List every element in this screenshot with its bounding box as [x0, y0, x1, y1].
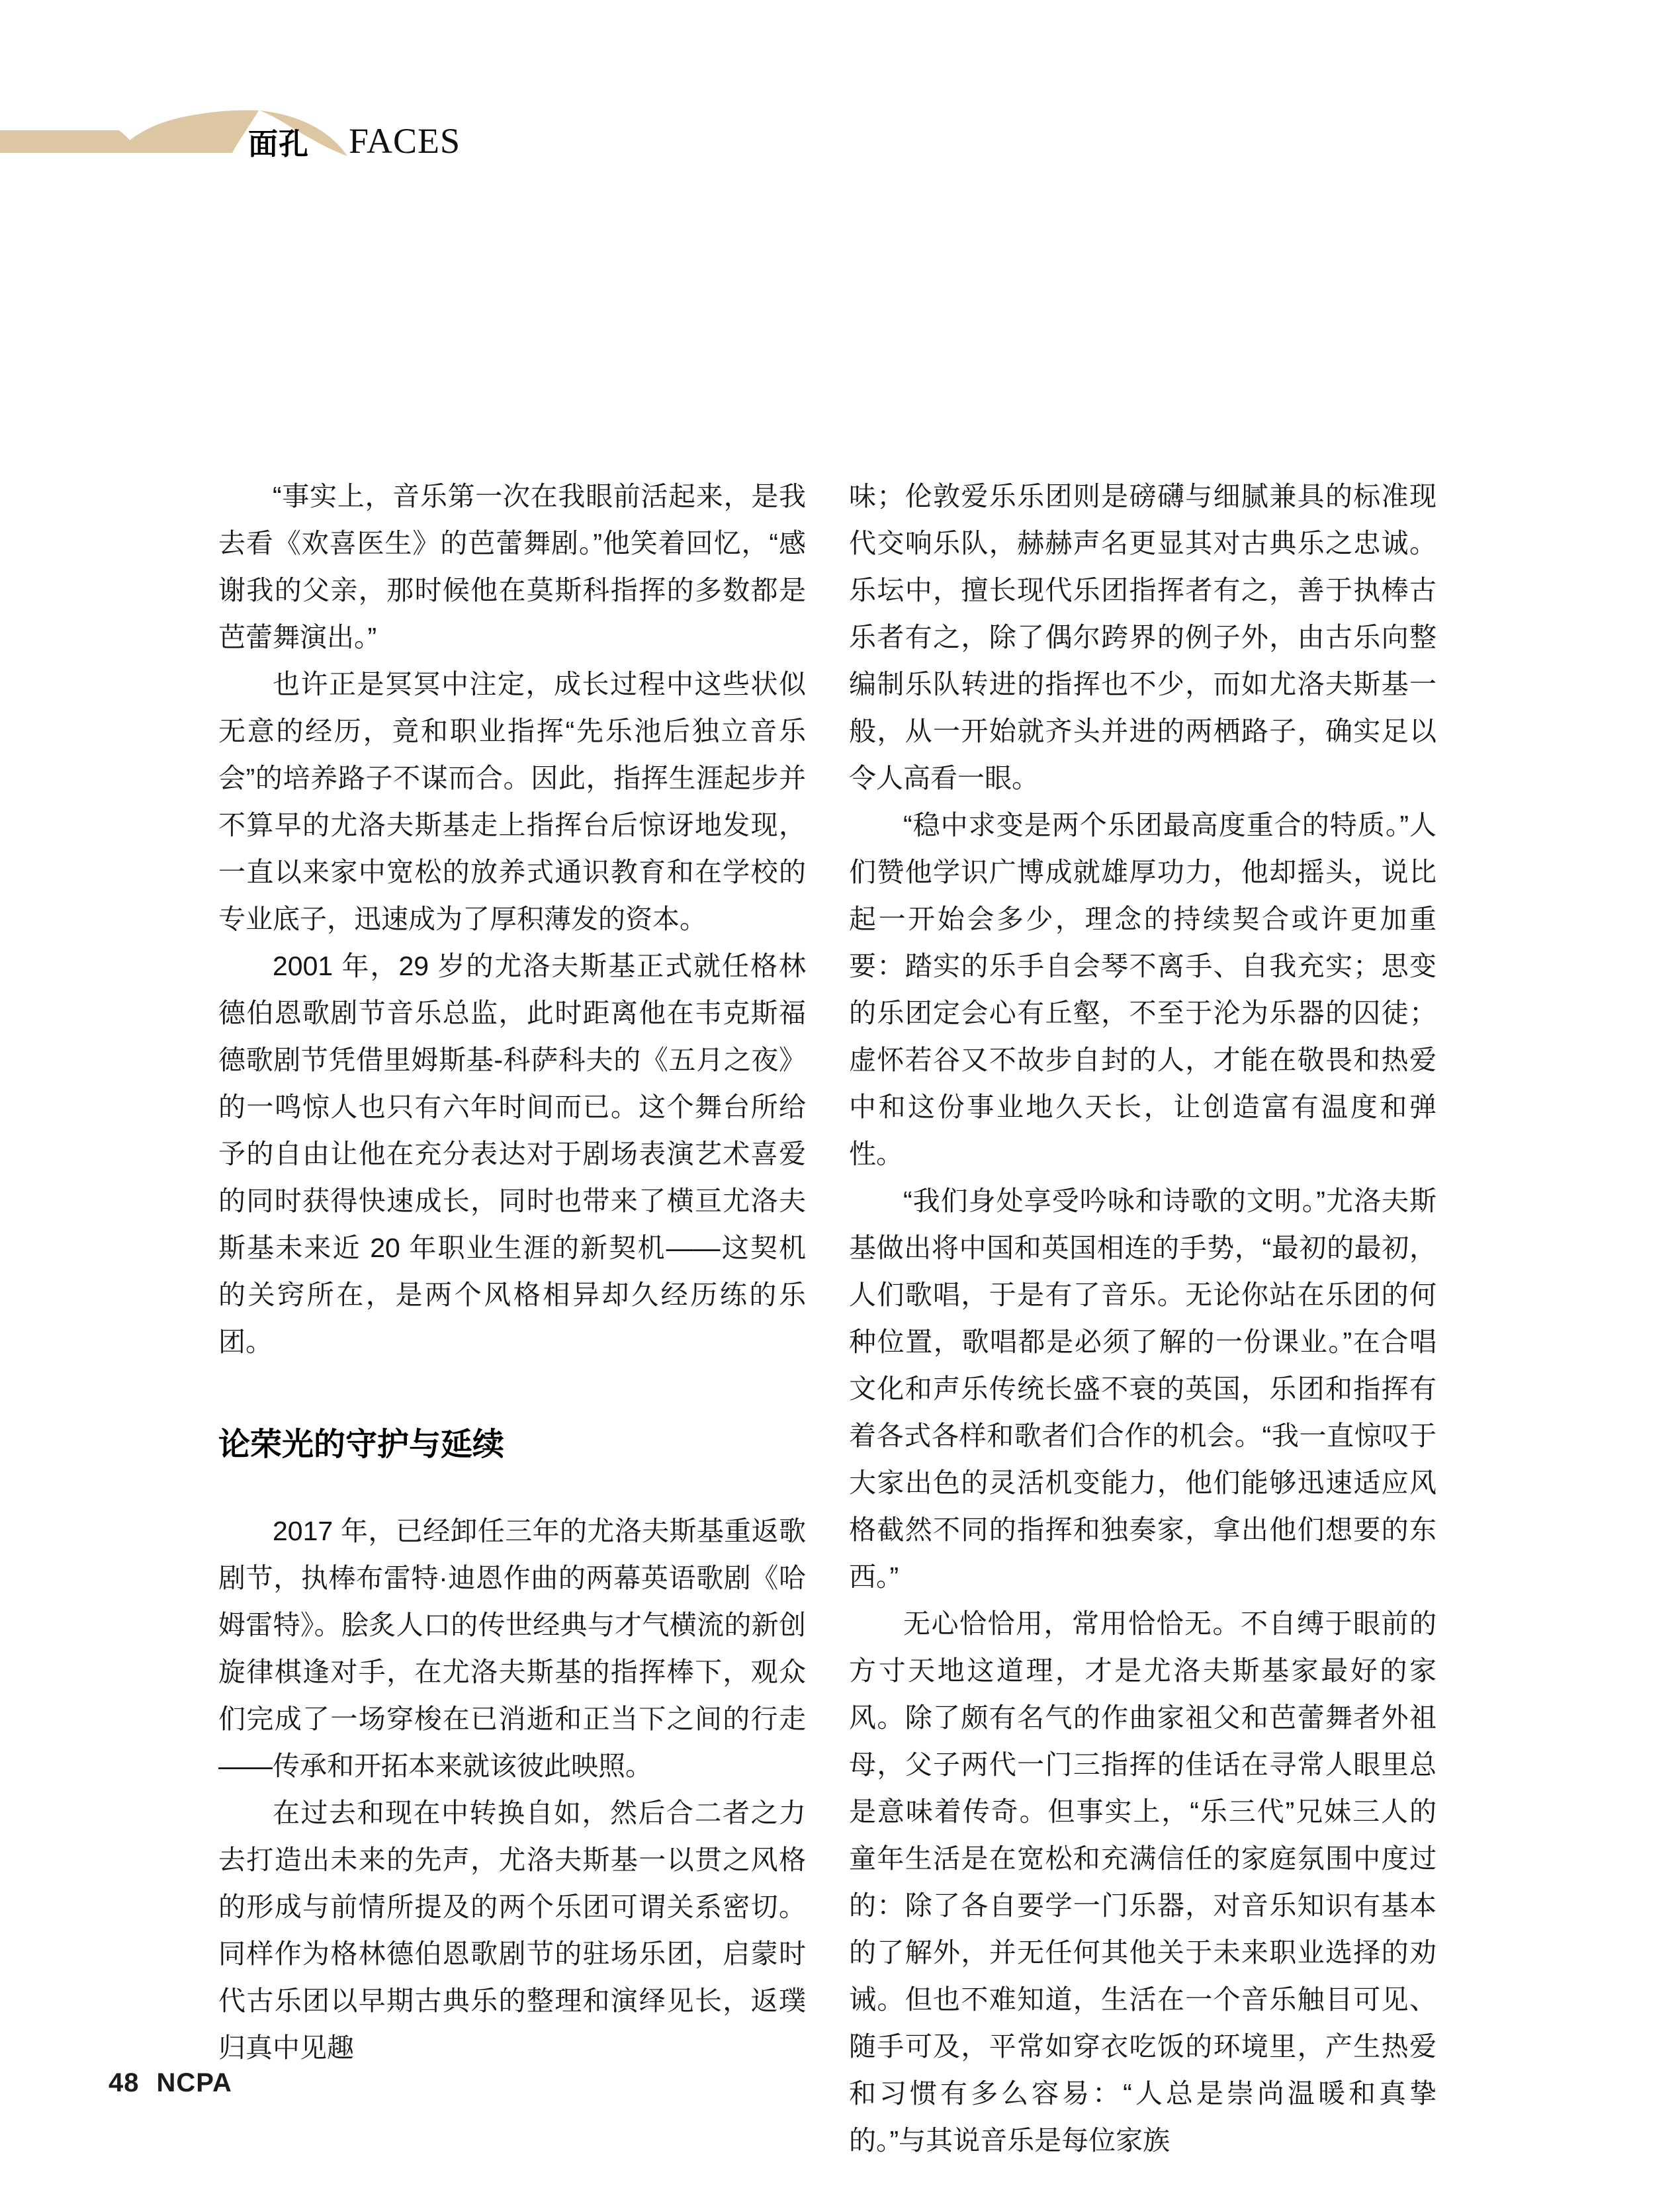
- paragraph-continuation: 味；伦敦爱乐乐团则是磅礴与细腻兼具的标准现代交响乐队，赫赫声名更显其对古典乐之忠诚。乐坛中，擅长现代乐团指挥者有之，善于执棒古乐者有之，除了偶尔跨界的例子外，由古乐向整编制乐队转进的指挥也不少，而如尤洛夫斯基一般，从一开始就齐头并进的两栖路子，确实足以令人高看一眼。: [849, 481, 1437, 793]
- paragraph: 2017 年，已经卸任三年的尤洛夫斯基重返歌剧节，执棒布雷特·迪恩作曲的两幕英语歌剧《哈姆雷特》。脍炙人口的传世经典与才气横流的新创旋律棋逢对手，在尤洛夫斯基的指挥棒下，观众们完成了一场穿梭在已消逝和正当下之间的行走——传承和开拓本来就该彼此映照。: [218, 1516, 806, 1781]
- paragraph: 无心恰恰用，常用恰恰无。不自缚于眼前的方寸天地这道理，才是尤洛夫斯基家最好的家风。除了颇有名气的作曲家祖父和芭蕾舞者外祖母，父子两代一门三指挥的佳话在寻常人眼里总是意味着传奇。但事实上，“乐三代”兄妹三人的童年生活是在宽松和充满信任的家庭氛围中度过的：除了各自要学一门乐器，对音乐知识有基本的了解外，并无任何其他关于未来职业选择的劝诫。但也不难知道，生活在一个音乐触目可见、随手可及，平常如穿衣吃饭的环境里，产生热爱和习惯有多么容易：“人总是崇尚温暖和真挚的。”与其说音乐是每位家族: [849, 1608, 1437, 2156]
- paragraph: “稳中求变是两个乐团最高度重合的特质。”人们赞他学识广博成就雄厚功力，他却摇头，说比起一开始会多少，理念的持续契合或许更加重要：踏实的乐手自会琴不离手、自我充实；思变的乐团定会心有丘壑，不至于沦为乐器的囚徒；虚怀若谷又不故步自封的人，才能在敬畏和热爱中和这份事业地久天长，让创造富有温度和弹性。: [849, 810, 1437, 1169]
- swoosh-bar: [0, 130, 139, 153]
- section-title-zh: 面孔: [248, 127, 310, 161]
- article-right-column: [849, 473, 1437, 2164]
- article-subheading: 论荣光的守护与延续: [218, 1427, 505, 1462]
- article-left-column: [218, 473, 806, 2072]
- paragraph: “我们身处享受吟咏和诗歌的文明。”尤洛夫斯基做出将中国和英国相连的手势，“最初的最初，人们歌唱，于是有了音乐。无论你站在乐团的何种位置，歌唱都是必须了解的一份课业。”在合唱文化和声乐传统长盛不衰的英国，乐团和指挥有着各式各样和歌者们合作的机会。“我一直惊叹于大家出色的灵活机变能力，他们能够迅速适应风格截然不同的指挥和独奏家，拿出他们想要的东西。”: [849, 1186, 1437, 1592]
- magazine-name: NCPA: [156, 2068, 232, 2097]
- swoosh-leaf: [116, 110, 259, 153]
- paragraph: “事实上，音乐第一次在我眼前活起来，是我去看《欢喜医生》的芭蕾舞剧。”他笑着回忆，“感谢我的父亲，那时候他在莫斯科指挥的多数都是芭蕾舞演出。”: [218, 481, 806, 652]
- page-footer: [109, 2068, 232, 2098]
- section-title-en: FACES: [349, 121, 461, 161]
- page-number: 48: [109, 2068, 140, 2097]
- paragraph: 在过去和现在中转换自如，然后合二者之力去打造出未来的先声，尤洛夫斯基一以贯之风格的形成与前情所提及的两个乐团可谓关系密切。同样作为格林德伯恩歌剧节的驻场乐团，启蒙时代古乐团以早期古典乐的整理和演绎见长，返璞归真中见趣: [218, 1798, 806, 2063]
- paragraph: 也许正是冥冥中注定，成长过程中这些状似无意的经历，竟和职业指挥“先乐池后独立音乐会”的培养路子不谋而合。因此，指挥生涯起步并不算早的尤洛夫斯基走上指挥台后惊讶地发现，一直以来家中宽松的放养式通识教育和在学校的专业底子，迅速成为了厚积薄发的资本。: [218, 669, 806, 934]
- paragraph: 2001 年，29 岁的尤洛夫斯基正式就任格林德伯恩歌剧节音乐总监，此时距离他在韦克斯福德歌剧节凭借里姆斯基-科萨科夫的《五月之夜》的一鸣惊人也只有六年时间而已。这个舞台所给予的自由让他在充分表达对于剧场表演艺术喜爱的同时获得快速成长，同时也带来了横亘尤洛夫斯基未来近 20 年职业生涯的新契机——这契机的关窍所在，是两个风格相异却久经历练的乐团。: [218, 951, 806, 1357]
